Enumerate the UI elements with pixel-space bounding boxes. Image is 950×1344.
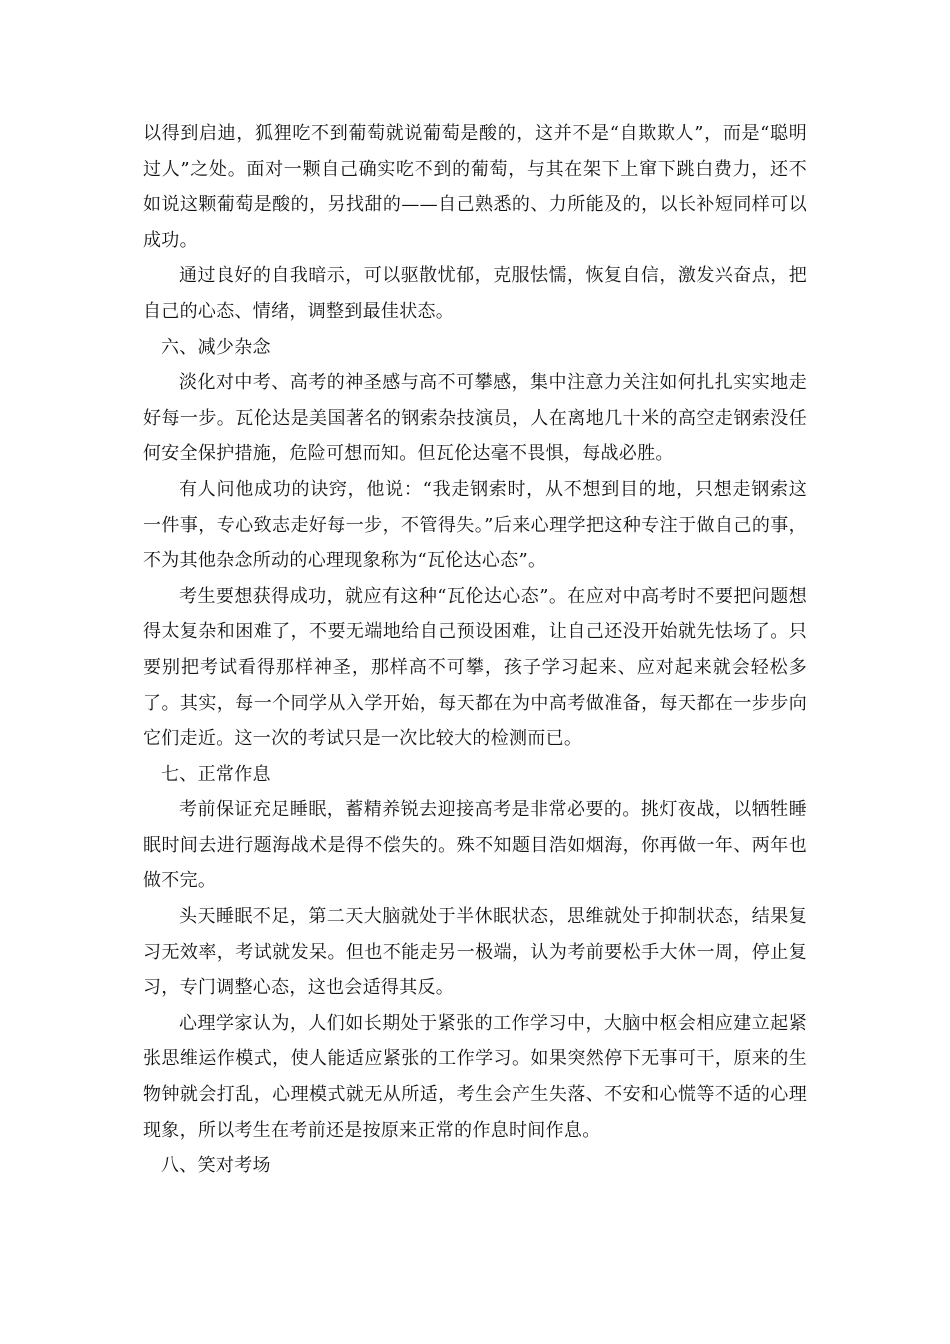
paragraph-continued: 以得到启迪，狐狸吃不到葡萄就说葡萄是酸的，这并不是“自欺欺人”，而是“聪明过人”之处。面对一颗自己确实吃不到的葡萄，与其在架下上窜下跳白费力，还不如说这颗葡萄是酸的，另找甜的——自己熟悉的、力所能及的，以长补短同样可以成功。 [143, 123, 807, 251]
section-heading-7: 七、正常作息 [161, 763, 271, 785]
paragraph-sleep-deprivation: 头天睡眠不足，第二天大脑就处于半休眠状态，思维就处于抑制状态，结果复习无效率，考试就发呆。但也不能走另一极端，认为考前要松手大休一周，停止复习，专门调整心态，这也会适得其反。 [143, 906, 807, 999]
paragraph-sleep: 考前保证充足睡眠，蓄精养锐去迎接高考是非常必要的。挑灯夜战，以牺牲睡眠时间去进行题海战术是得不偿失的。殊不知题目浩如烟海，你再做一年、两年也做不完。 [143, 799, 807, 892]
paragraph-self-suggestion: 通过良好的自我暗示，可以驱散忧郁，克服怯懦，恢复自信，激发兴奋点，把自己的心态、情绪，调整到最佳状态。 [143, 265, 807, 322]
section-heading-8: 八、笑对考场 [161, 1155, 271, 1177]
paragraph-wallenda-quote: 有人问他成功的诀窍，他说：“我走钢索时，从不想到目的地，只想走钢索这一件事，专心致志走好每一步，不管得失。”后来心理学把这种专注于做自己的事，不为其他杂念所动的心理现象称为“瓦伦达心态”。 [143, 478, 807, 572]
paragraph-psychologist: 心理学家认为，人们如长期处于紧张的工作学习中，大脑中枢会相应建立起紧张思维运作模式，使人能适应紧张的工作学习。如果突然停下无事可干，原来的生物钟就会打乱，心理模式就无从所适，考生会产生失落、不安和心慌等不适的心理现象，所以考生在考前还是按原来正常的作息时间作息。 [143, 1012, 807, 1141]
paragraph-wallenda-mindset: 考生要想获得成功，就应有这种“瓦伦达心态”。在应对中高考时不要把问题想得太复杂和困难了，不要无端地给自己预设困难，让自己还没开始就先怯场了。只要别把考试看得那样神圣，那样高不可攀，孩子学习起来、应对起来就会轻松多了。其实，每一个同学从入学开始，每天都在为中高考做准备，每天都在一步步向它们走近。这一次的考试只是一次比较大的检测而已。 [143, 585, 807, 750]
section-heading-6: 六、减少杂念 [161, 336, 271, 358]
document-page [143, 116, 807, 1184]
paragraph-wallenda-intro: 淡化对中考、高考的神圣感与高不可攀感，集中注意力关注如何扎扎实实地走好每一步。瓦伦达是美国著名的钢索杂技演员，人在离地几十米的高空走钢索没任何安全保护措施，危险可想而知。但瓦伦达毫不畏惧，每战必胜。 [143, 372, 807, 465]
